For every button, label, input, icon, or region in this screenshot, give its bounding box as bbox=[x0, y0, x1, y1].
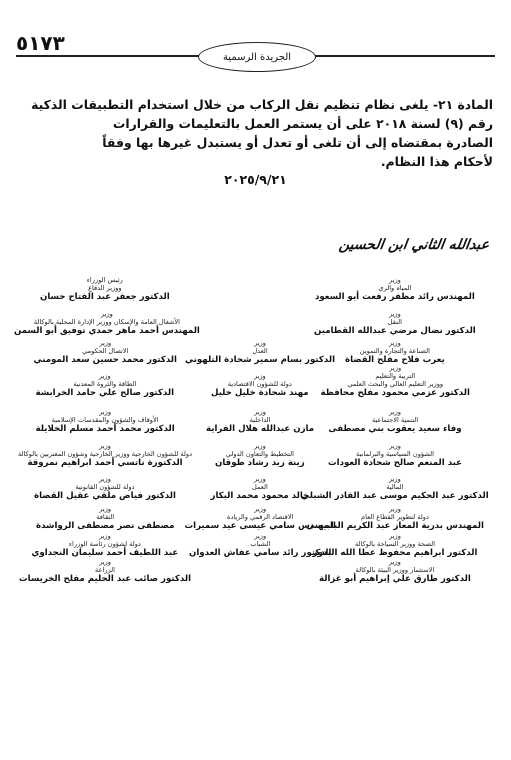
minister-signature-block bbox=[19, 558, 191, 585]
minister-signature-block bbox=[319, 558, 471, 585]
minister-name: الدكتور جعفر عبد الفتاح حسان bbox=[40, 292, 170, 302]
minister-name: الدكتورة ناتسي أحمد ابراهيم نمروقة bbox=[27, 458, 183, 468]
minister-signature-block bbox=[40, 276, 170, 303]
minister-title: وزير التربية والتعليم ووزير التعليم العالي والبحث العلمي bbox=[347, 364, 444, 388]
minister-name: خالد محمود محمد البكار bbox=[210, 491, 310, 501]
article-line: لأحكام هذا النظام. bbox=[380, 154, 493, 169]
article-line: المادة ٢١- يلغى نظام تنظيم نقل الركاب من خلال استخدام التطبيقات الذكية bbox=[31, 97, 493, 112]
minister-name: عبد المنعم صالح شحادة العودات bbox=[328, 458, 463, 468]
minister-title: وزير الشؤون السياسية والبرلمانية bbox=[356, 442, 435, 458]
minister-title: وزير الاستثمار ووزير البيئة بالوكالة bbox=[355, 558, 435, 574]
minister-signature-block bbox=[211, 475, 310, 502]
minister-title: وزير التنمية الاجتماعية bbox=[371, 408, 419, 424]
minister-signature-block bbox=[36, 505, 174, 532]
minister-name: الدكتور فياض ملقي عقيل القضاة bbox=[34, 491, 176, 501]
minister-name: الدكتور بسام سمير شحادة التلهوني bbox=[185, 355, 336, 365]
minister-name: المهندس رائد مظفر رفعت أبو السعود bbox=[315, 292, 475, 302]
minister-title: وزير دولة لشؤون رئاسة الوزراء bbox=[68, 532, 141, 548]
gazette-title-badge: الجريدة الرسمية bbox=[198, 42, 316, 72]
minister-title: وزير المياه والري bbox=[378, 276, 412, 292]
minister-title: رئيس الوزراء ووزير الدفاع bbox=[86, 276, 123, 292]
minister-title: وزير الطاقة والثروة المعدنية bbox=[73, 372, 137, 388]
minister-title: وزير دولة لتطوير القطاع العام bbox=[361, 505, 429, 521]
minister-name: عبد اللطيف أحمد سليمان النجداوي bbox=[31, 548, 179, 558]
minister-signature-block bbox=[18, 442, 192, 469]
minister-title: وزير العدل bbox=[252, 339, 268, 355]
minister-signature-block bbox=[34, 339, 177, 366]
page-number: ٥١٧٣ bbox=[16, 31, 65, 55]
minister-signature-block bbox=[206, 408, 314, 435]
minister-signature-block bbox=[313, 532, 478, 559]
minister-signature-block bbox=[34, 475, 176, 502]
article-line: الصادرة بمقتضاه إلى أن تلغى أو تعدل أو يستبدل غيرها بها وفقاً bbox=[102, 135, 493, 150]
minister-title: وزير النقل bbox=[387, 310, 402, 326]
minister-name: الدكتور رائد سامي عفاش العدوان bbox=[189, 548, 332, 558]
minister-signature-block bbox=[14, 310, 200, 337]
minister-signature-block bbox=[36, 372, 175, 399]
article-21 bbox=[22, 95, 493, 171]
minister-name: مازن عبدالله هلال الفراية bbox=[206, 424, 315, 434]
minister-title: وزير المالية bbox=[386, 475, 404, 491]
minister-title: وزير دولة للشؤون الخارجية ووزير الخارجية وشؤون المغتربين بالوكالة bbox=[18, 442, 193, 458]
minister-title: وزير الأوقاف والشؤون والمقدسات الإسلامية bbox=[51, 408, 159, 424]
minister-title: وزير التخطيط والتعاون الدولي bbox=[225, 442, 294, 458]
minister-name: الدكتور عزمي محمود مفلح محافظة bbox=[320, 388, 470, 398]
minister-signature-block bbox=[321, 364, 470, 399]
minister-signature-block bbox=[301, 475, 489, 502]
minister-name: المهندس أحمد ماهر حمدي توفيق أبو السمن bbox=[14, 326, 200, 336]
minister-name: المهندس بدرية المعاز عبد الكريم البلبيسي bbox=[306, 521, 484, 531]
minister-title: وزير الشباب bbox=[250, 532, 271, 548]
minister-name: وفاء سعيد يعقوب بني مصطفى bbox=[328, 424, 462, 434]
minister-signature-block bbox=[345, 339, 445, 366]
minister-title: وزير الثقافة bbox=[96, 505, 115, 521]
minister-name: مصطفى نصر مصطفى الرواشدة bbox=[36, 521, 175, 531]
minister-name: الدكتور ابراهيم محفوظ عطا الله البدور bbox=[312, 548, 478, 558]
minister-name: زينة زيد رشاد طوقان bbox=[215, 458, 305, 468]
minister-signature-block bbox=[215, 442, 305, 469]
minister-name: الدكتور عبد الحكيم موسى عبد القادر الشبلي bbox=[301, 491, 489, 501]
minister-signature-block bbox=[306, 505, 484, 532]
minister-signature-block bbox=[32, 532, 179, 559]
minister-title: وزير العمل bbox=[251, 475, 268, 491]
issue-date: ٢٠٢٥/٩/٢١ bbox=[224, 172, 287, 187]
minister-signature-block bbox=[189, 532, 331, 559]
minister-name: الدكتور صائب عبد الحليم مفلح الخريسات bbox=[19, 574, 192, 584]
minister-name: الدكتور نضال مرضي عبدالله القطامين bbox=[314, 326, 476, 336]
minister-title: وزير الصحة ووزير السياحة بالوكالة bbox=[354, 532, 435, 548]
minister-name: المهندس سامي عيسى عيد سميرات bbox=[184, 521, 336, 531]
minister-name: يعرب فلاح مفلح القضاة bbox=[345, 355, 445, 365]
minister-title: وزير الصناعة والتجارة والتموين bbox=[359, 339, 430, 355]
minister-title: وزير الداخلية bbox=[249, 408, 271, 424]
minister-title: وزير الاتصال الحكومي bbox=[82, 339, 129, 355]
royal-signature: عبدالله الثاني ابن الحسين bbox=[337, 237, 491, 253]
minister-name: الدكتور صالح علي حامد الخرابشة bbox=[35, 388, 175, 398]
minister-name: الدكتور طارق علي إبراهيم أبو غزالة bbox=[319, 574, 471, 584]
minister-signature-block bbox=[185, 339, 335, 366]
minister-title: وزير الزراعة bbox=[95, 558, 115, 574]
minister-name: الدكتور محمد حسين سعد المومني bbox=[33, 355, 177, 365]
minister-name: مهند شحادة خليل خليل bbox=[211, 388, 309, 398]
minister-signature-block bbox=[314, 310, 476, 337]
minister-title: وزير دولة للشؤون الاقتصادية bbox=[227, 372, 292, 388]
minister-signature-block bbox=[329, 408, 462, 435]
minister-title: وزير الأشغال العامة والإسكان ووزير الإدارة المحلية بالوكالة bbox=[33, 310, 181, 326]
minister-signature-block bbox=[36, 408, 175, 435]
minister-signature-block bbox=[315, 276, 475, 303]
minister-signature-block bbox=[328, 442, 462, 469]
minister-signature-block bbox=[211, 372, 309, 399]
article-line: رقم (٩) لسنة ٢٠١٨ على أن يستمر العمل بالتعليمات والقرارات bbox=[112, 116, 493, 131]
minister-title: وزير الاقتصاد الرقمي والريادة bbox=[226, 505, 294, 521]
minister-name: الدكتور محمد أحمد مسلم الخلايلة bbox=[35, 424, 175, 434]
minister-title: وزير دولة للشؤون القانونية bbox=[75, 475, 135, 491]
